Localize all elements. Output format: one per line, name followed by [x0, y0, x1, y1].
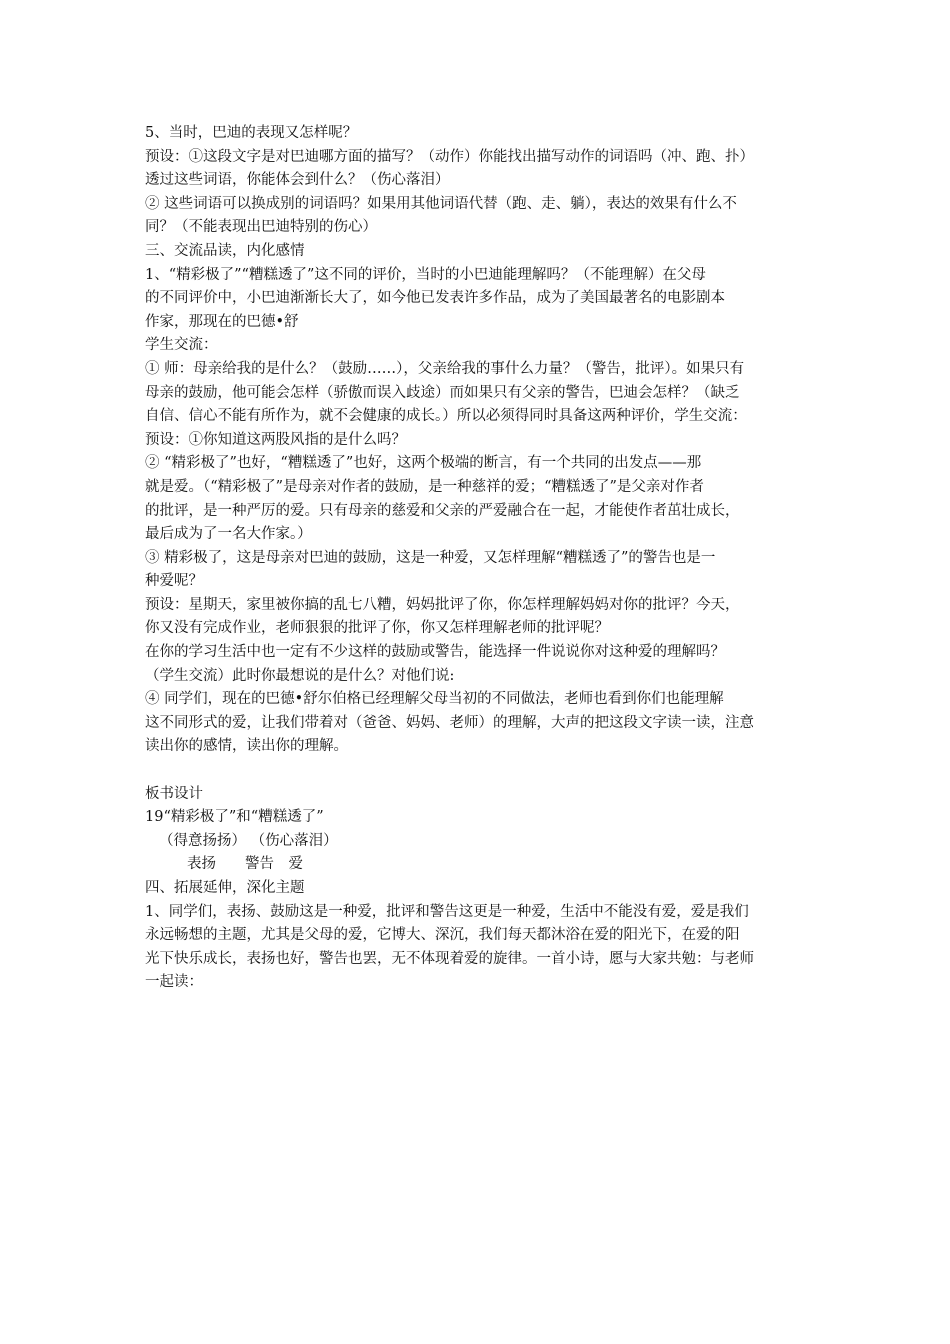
document-body-bottom: [145, 877, 813, 995]
text-line: 读出你的感情，读出你的理解。: [145, 738, 348, 755]
board-design: [145, 783, 813, 877]
text-line: 的批评，是一种严厉的爱。只有母亲的慈爱和父亲的严爱融合在一起，才能使作者茁壮成长，: [145, 502, 740, 519]
text-line: 母亲的鼓励，他可能会怎样（骄傲而误入歧途）而如果只有父亲的警告，巴迪会怎样？（缺乏: [145, 384, 740, 401]
text-line: 在你的学习生活中也一定有不少这样的鼓励或警告，能选择一件说说你对这种爱的理解吗？: [145, 644, 725, 661]
text-line: 1、“精彩极了”“糟糕透了”这不同的评价，当时的小巴迪能理解吗？（不能理解）在父母: [145, 266, 706, 283]
text-line: （学生交流）此时你最想说的是什么？对他们说:: [145, 667, 455, 684]
text-line: 这不同形式的爱，让我们带着对（爸爸、妈妈、老师）的理解，大声的把这段文字读一读，注意: [145, 714, 754, 731]
text-line: 自信、信心不能有所作为，就不会健康的成长。）所以必须得同时具备这两种评价，学生交流：: [145, 408, 747, 425]
text-line: ③ 精彩极了，这是母亲对巴迪的鼓励，这是一种爱，又怎样理解“糟糕透了”的警告也是一: [145, 549, 716, 566]
text-line: ① 师：母亲给我的是什么？（鼓励……），父亲给我的事什么力量？（警告，批评）。如果只有: [145, 360, 745, 377]
section-heading: 三、交流品读，内化感情: [145, 242, 305, 259]
text-line: 种爱呢？: [145, 573, 203, 590]
board-row-emotions: （得意扬扬） （伤心落泪）: [159, 832, 338, 849]
text-line: 透过这些词语，你能体会到什么？（伤心落泪）: [145, 172, 450, 189]
text-line: 5、当时，巴迪的表现又怎样呢？: [145, 125, 358, 141]
section-heading: 四、拓展延伸，深化主题: [145, 880, 305, 896]
text-line: 的不同评价中，小巴迪渐渐长大了，如今他已发表许多作品，成为了美国最著名的电影剧本: [145, 290, 725, 307]
text-line: 最后成为了一名大作家。）: [145, 526, 312, 543]
board-title: 19“精彩极了”和“糟糕透了”: [145, 809, 324, 826]
text-line: 预设：星期天，家里被你搞的乱七八糟，妈妈批评了你，你怎样理解妈妈对你的批评？今天，: [145, 596, 740, 613]
document-body-top: [145, 122, 813, 759]
board-row-keywords: 表扬 警告 爱: [187, 856, 303, 873]
blank-line: [145, 759, 813, 783]
text-line: ② 这些词语可以换成别的词语吗？如果用其他词语代替（跑、走、躺），表达的效果有什么不: [145, 195, 737, 212]
text-line: ④ 同学们，现在的巴德•舒尔伯格已经理解父母当初的不同做法，老师也看到你们也能理解: [145, 691, 724, 708]
text-line: 预设：①这段文字是对巴迪哪方面的描写？（动作）你能找出描写动作的词语吗（冲、跑、扑）: [145, 148, 754, 165]
text-line: ② “精彩极了”也好，“糟糕透了”也好，这两个极端的断言，有一个共同的出发点——那: [145, 455, 702, 472]
text-line: 你又没有完成作业，老师狠狠的批评了你，你又怎样理解老师的批评呢？: [145, 620, 609, 637]
document-page: [145, 122, 813, 995]
text-line: 1、同学们，表扬、鼓励这是一种爱，批评和警告这更是一种爱，生活中不能没有爱，爱是我们: [145, 903, 749, 920]
text-line: 一起读：: [145, 974, 203, 991]
text-line: 同？（不能表现出巴迪特别的伤心）: [145, 219, 377, 236]
text-line: 光下快乐成长，表扬也好，警告也罢，无不体现着爱的旋律。一首小诗，愿与大家共勉：与老师: [145, 950, 754, 967]
text-line: 永远畅想的主题，尤其是父母的爱，它博大、深沉，我们每天都沐浴在爱的阳光下，在爱的阳: [145, 927, 740, 944]
text-line: 预设：①你知道这两股风指的是什么吗？: [145, 431, 406, 448]
text-line: 就是爱。（“精彩极了”是母亲对作者的鼓励，是一种慈祥的爱；“糟糕透了”是父亲对作者: [145, 478, 704, 495]
text-line: 学生交流：: [145, 337, 218, 354]
board-heading: 板书设计: [145, 785, 203, 802]
text-line: 作家，那现在的巴德•舒: [145, 313, 299, 330]
